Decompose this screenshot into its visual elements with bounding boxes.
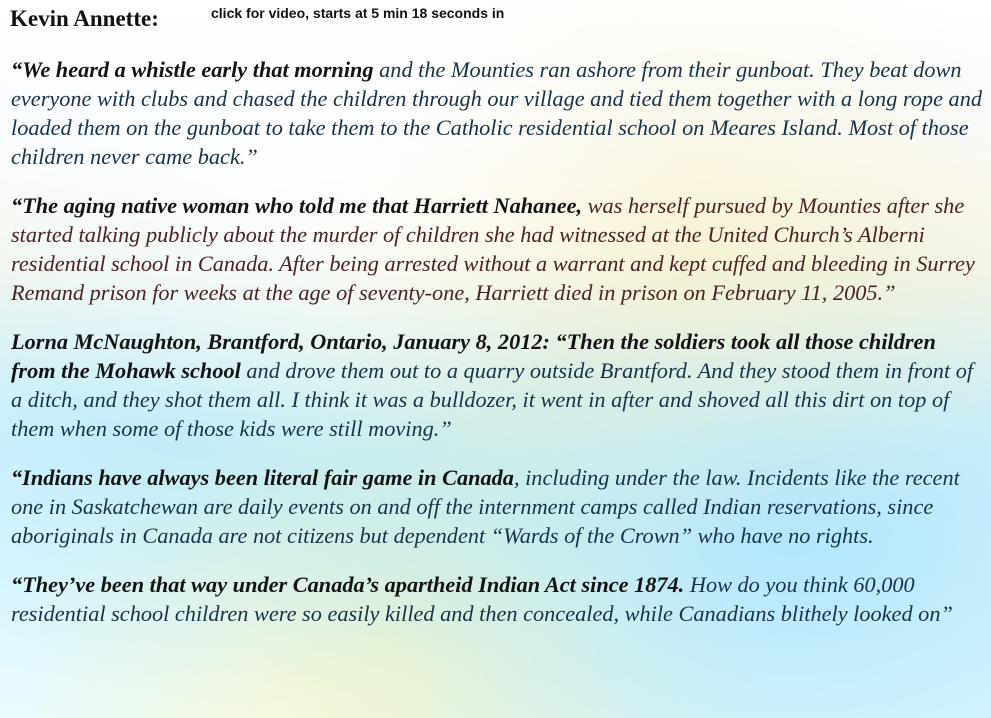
quote-3 — [11, 327, 983, 443]
quote-4-bold: “Indians have always been literal fair game in Canada — [11, 465, 514, 490]
quote-5-text: How do you think 60,000 residential school children were so easily killed and then concealed, while Canadians blithely looked on” — [11, 572, 953, 626]
speaker-title: Kevin Annette: — [10, 6, 159, 31]
quote-5 — [11, 570, 983, 628]
video-link[interactable]: click for video, starts at 5 min 18 seconds in — [211, 5, 505, 21]
quote-1 — [11, 55, 983, 171]
quote-5-bold: “They’ve been that way under Canada’s apartheid Indian Act since 1874. — [11, 572, 685, 597]
quote-1-text: and the Mounties ran ashore from their gunboat. They beat down everyone with clubs and chased the children through our village and tied them together with a long rope and loaded them on the gunboat to take them to the Catholic residential school on Meares Island. Most of those children never came back.” — [11, 57, 982, 169]
quote-2-bold: “The aging native woman who told me that Harriett Nahanee, — [11, 193, 583, 218]
quote-2 — [11, 191, 983, 307]
quotes-content — [11, 55, 983, 648]
quote-3-bold: Lorna McNaughton, Brantford, Ontario, January 8, 2012: “Then the soldiers took all those children from the Mohawk school — [11, 329, 936, 383]
quote-4 — [11, 463, 983, 550]
quote-3-text: and drove them out to a quarry outside Brantford. And they stood them in front of a ditch, and they shot them all. I think it was a bulldozer, it went in after and shoved all this dirt on top of them when some of those kids were still moving.” — [11, 358, 974, 441]
quote-1-bold: “We heard a whistle early that morning — [11, 57, 374, 82]
header — [10, 5, 970, 35]
quote-4-text: , including under the law. Incidents like the recent one in Saskatchewan are daily events on and off the internment camps called Indian reservations, since aboriginals in Canada are not citizens but dependent “Wards of the Crown” who have no rights. — [11, 465, 960, 548]
quote-2-text: was herself pursued by Mounties after she started talking publicly about the murder of children she had witnessed at the United Church’s Alberni residential school in Canada. After being arrested without a warrant and kept cuffed and bleeding in Surrey Remand prison for weeks at the age of seventy-one, Harriett died in prison on February 11, 2005.” — [11, 193, 975, 305]
